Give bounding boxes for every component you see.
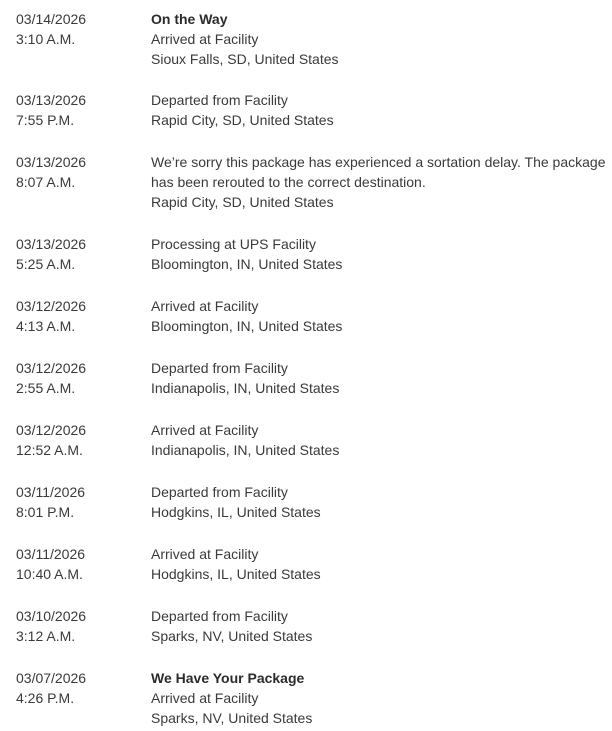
event-time: 3:12 A.M. [16, 628, 76, 644]
event-description: Departed from Facility [151, 484, 288, 500]
event-date: 03/13/2026 [16, 154, 87, 170]
event-details [151, 668, 612, 728]
event-date: 03/12/2026 [16, 298, 87, 314]
event-location: Hodgkins, IL, United States [151, 504, 321, 520]
event-description: Arrived at Facility [151, 690, 259, 706]
event-details [151, 544, 612, 584]
event-date-time [16, 482, 146, 522]
event-time: 4:13 A.M. [16, 318, 76, 334]
event-date: 03/14/2026 [16, 11, 87, 27]
event-time: 8:07 A.M. [16, 174, 76, 190]
event-description: Departed from Facility [151, 360, 288, 376]
event-date: 03/07/2026 [16, 670, 87, 686]
event-time: 3:10 A.M. [16, 31, 76, 47]
event-date: 03/12/2026 [16, 360, 87, 376]
event-location: Rapid City, SD, United States [151, 112, 334, 128]
event-location: Bloomington, IN, United States [151, 256, 343, 272]
event-description: Arrived at Facility [151, 422, 259, 438]
event-date: 03/11/2026 [16, 546, 86, 562]
event-details [151, 9, 612, 69]
event-details [151, 420, 612, 460]
event-details [151, 296, 612, 336]
event-date-time [16, 358, 146, 398]
event-date: 03/13/2026 [16, 92, 87, 108]
event-time: 10:40 A.M. [16, 566, 83, 582]
event-details [151, 90, 612, 130]
event-description: We’re sorry this package has experienced a sortation delay. The package has been rerouted to the correct destination. [151, 154, 606, 190]
event-location: Sparks, NV, United States [151, 628, 313, 644]
event-location: Sparks, NV, United States [151, 710, 313, 726]
event-location: Rapid City, SD, United States [151, 194, 334, 210]
event-description: Departed from Facility [151, 608, 288, 624]
event-time: 4:26 P.M. [16, 690, 75, 706]
event-status-title: We Have Your Package [151, 670, 305, 686]
event-date-time [16, 606, 146, 646]
event-time: 2:55 A.M. [16, 380, 76, 396]
event-date-time [16, 9, 146, 49]
event-time: 12:52 A.M. [16, 442, 83, 458]
event-time: 5:25 A.M. [16, 256, 76, 272]
event-location: Sioux Falls, SD, United States [151, 51, 339, 67]
event-location: Hodgkins, IL, United States [151, 566, 321, 582]
event-date-time [16, 296, 146, 336]
event-date-time [16, 420, 146, 460]
event-description: Arrived at Facility [151, 298, 259, 314]
event-description: Processing at UPS Facility [151, 236, 316, 252]
event-date: 03/12/2026 [16, 422, 87, 438]
event-date: 03/11/2026 [16, 484, 86, 500]
event-description: Arrived at Facility [151, 31, 259, 47]
event-details [151, 152, 612, 212]
event-status-title: On the Way [151, 11, 228, 27]
event-description: Arrived at Facility [151, 546, 259, 562]
event-description: Departed from Facility [151, 92, 288, 108]
event-details [151, 358, 612, 398]
event-location: Indianapolis, IN, United States [151, 380, 340, 396]
event-location: Indianapolis, IN, United States [151, 442, 340, 458]
event-time: 7:55 P.M. [16, 112, 75, 128]
event-details [151, 482, 612, 522]
event-details [151, 234, 612, 274]
event-location: Bloomington, IN, United States [151, 318, 343, 334]
event-date-time [16, 234, 146, 274]
event-time: 8:01 P.M. [16, 504, 75, 520]
event-date-time [16, 152, 146, 192]
event-date: 03/10/2026 [16, 608, 87, 624]
event-date: 03/13/2026 [16, 236, 87, 252]
event-date-time [16, 90, 146, 130]
event-details [151, 606, 612, 646]
event-date-time [16, 668, 146, 708]
event-date-time [16, 544, 146, 584]
